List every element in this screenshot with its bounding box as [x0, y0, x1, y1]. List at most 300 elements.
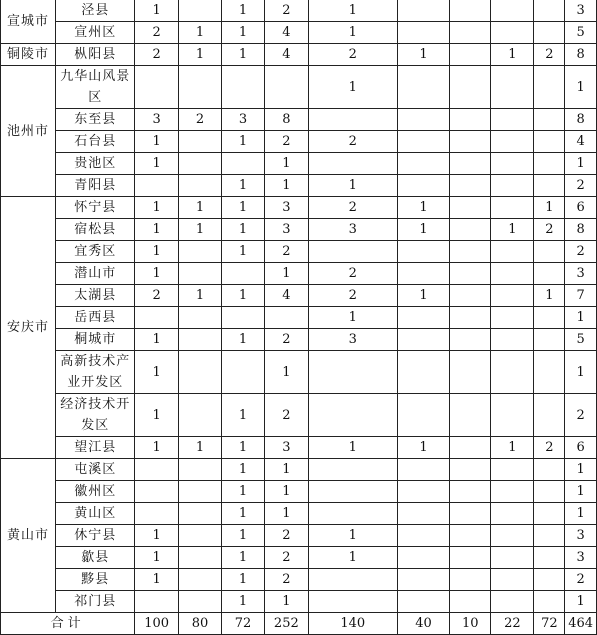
value-cell: 1 — [491, 437, 534, 459]
value-cell: 1 — [221, 197, 264, 219]
value-cell: 2 — [135, 44, 179, 66]
value-cell: 1 — [397, 197, 449, 219]
value-cell: 1 — [265, 351, 309, 394]
value-cell: 1 — [265, 591, 309, 613]
value-cell: 1 — [221, 0, 264, 22]
value-cell — [450, 66, 491, 109]
value-cell: 1 — [221, 503, 264, 525]
county-cell: 宣州区 — [56, 22, 135, 44]
value-cell: 3 — [308, 219, 397, 241]
value-cell: 1 — [135, 153, 179, 175]
value-cell: 2 — [308, 285, 397, 307]
value-cell: 8 — [565, 219, 597, 241]
county-cell: 休宁县 — [56, 525, 135, 547]
value-cell: 2 — [178, 109, 221, 131]
value-cell — [135, 66, 179, 109]
county-cell: 泾县 — [56, 0, 135, 22]
value-cell: 1 — [265, 459, 309, 481]
value-cell — [450, 219, 491, 241]
value-cell: 1 — [308, 0, 397, 22]
value-cell — [397, 591, 449, 613]
value-cell — [491, 263, 534, 285]
value-cell — [308, 351, 397, 394]
table-row — [1, 131, 597, 153]
value-cell: 2 — [565, 175, 597, 197]
value-cell: 1 — [221, 481, 264, 503]
value-cell — [534, 459, 565, 481]
value-cell: 4 — [265, 44, 309, 66]
table-row — [1, 591, 597, 613]
value-cell: 2 — [265, 525, 309, 547]
value-cell — [178, 351, 221, 394]
value-cell: 5 — [565, 329, 597, 351]
value-cell: 1 — [135, 219, 179, 241]
table-row — [1, 197, 597, 219]
value-cell — [491, 569, 534, 591]
value-cell — [397, 459, 449, 481]
value-cell — [450, 481, 491, 503]
value-cell — [450, 591, 491, 613]
value-cell — [450, 285, 491, 307]
table-row — [1, 109, 597, 131]
value-cell — [450, 0, 491, 22]
value-cell — [534, 263, 565, 285]
table-row — [1, 219, 597, 241]
table-row — [1, 481, 597, 503]
value-cell — [450, 241, 491, 263]
value-cell: 2 — [135, 285, 179, 307]
value-cell — [397, 131, 449, 153]
table-row — [1, 44, 597, 66]
value-cell: 1 — [565, 503, 597, 525]
value-cell — [178, 263, 221, 285]
value-cell — [397, 109, 449, 131]
value-cell — [450, 307, 491, 329]
table-row — [1, 263, 597, 285]
value-cell — [308, 481, 397, 503]
total-value-cell: 140 — [308, 613, 397, 635]
value-cell: 3 — [565, 525, 597, 547]
value-cell: 1 — [397, 219, 449, 241]
value-cell: 2 — [534, 437, 565, 459]
table-row — [1, 329, 597, 351]
total-value-cell: 10 — [450, 613, 491, 635]
value-cell — [397, 569, 449, 591]
value-cell — [308, 109, 397, 131]
value-cell: 1 — [565, 66, 597, 109]
value-cell: 1 — [221, 131, 264, 153]
value-cell: 1 — [565, 481, 597, 503]
value-cell — [491, 503, 534, 525]
value-cell: 1 — [491, 219, 534, 241]
table-row — [1, 22, 597, 44]
county-cell: 贵池区 — [56, 153, 135, 175]
value-cell — [135, 307, 179, 329]
value-cell: 2 — [265, 131, 309, 153]
value-cell — [491, 329, 534, 351]
value-cell — [221, 153, 264, 175]
value-cell — [491, 197, 534, 219]
value-cell — [135, 503, 179, 525]
value-cell — [178, 481, 221, 503]
value-cell — [450, 44, 491, 66]
value-cell: 3 — [135, 109, 179, 131]
value-cell: 1 — [397, 44, 449, 66]
value-cell: 1 — [135, 241, 179, 263]
value-cell: 1 — [265, 503, 309, 525]
value-cell: 3 — [265, 219, 309, 241]
city-cell: 黄山市 — [1, 459, 56, 613]
city-cell: 宣城市 — [1, 0, 56, 44]
value-cell — [450, 437, 491, 459]
county-cell: 石台县 — [56, 131, 135, 153]
value-cell — [491, 131, 534, 153]
value-cell: 1 — [265, 175, 309, 197]
value-cell: 3 — [308, 329, 397, 351]
value-cell: 1 — [135, 351, 179, 394]
value-cell — [450, 175, 491, 197]
county-cell: 祁门县 — [56, 591, 135, 613]
value-cell: 2 — [565, 241, 597, 263]
total-value-cell: 40 — [397, 613, 449, 635]
value-cell: 1 — [491, 44, 534, 66]
value-cell: 1 — [221, 525, 264, 547]
value-cell — [450, 109, 491, 131]
value-cell — [178, 525, 221, 547]
county-cell: 经济技术开发区 — [56, 394, 135, 437]
value-cell — [534, 153, 565, 175]
table-row — [1, 394, 597, 437]
value-cell — [534, 175, 565, 197]
total-value-cell: 252 — [265, 613, 309, 635]
value-cell — [491, 0, 534, 22]
value-cell: 1 — [565, 307, 597, 329]
value-cell: 2 — [265, 329, 309, 351]
value-cell — [534, 66, 565, 109]
value-cell: 1 — [397, 285, 449, 307]
value-cell — [534, 109, 565, 131]
value-cell: 4 — [265, 285, 309, 307]
value-cell: 2 — [265, 0, 309, 22]
value-cell — [534, 547, 565, 569]
value-cell — [135, 481, 179, 503]
county-cell: 高新技术产业开发区 — [56, 351, 135, 394]
table-row — [1, 307, 597, 329]
value-cell: 1 — [135, 569, 179, 591]
table-row — [1, 503, 597, 525]
value-cell: 2 — [534, 44, 565, 66]
value-cell — [491, 459, 534, 481]
value-cell: 1 — [565, 351, 597, 394]
value-cell: 2 — [265, 569, 309, 591]
value-cell: 2 — [265, 241, 309, 263]
value-cell — [534, 351, 565, 394]
value-cell — [308, 394, 397, 437]
table-row — [1, 241, 597, 263]
value-cell: 2 — [265, 547, 309, 569]
value-cell — [308, 241, 397, 263]
county-cell: 岳西县 — [56, 307, 135, 329]
value-cell — [397, 525, 449, 547]
table-row — [1, 66, 597, 109]
value-cell — [491, 109, 534, 131]
value-cell — [491, 285, 534, 307]
value-cell — [178, 569, 221, 591]
table-row — [1, 351, 597, 394]
value-cell — [450, 153, 491, 175]
value-cell — [450, 22, 491, 44]
value-cell — [308, 503, 397, 525]
value-cell: 1 — [135, 263, 179, 285]
table-body — [1, 0, 597, 635]
value-cell — [178, 459, 221, 481]
value-cell — [450, 329, 491, 351]
value-cell: 4 — [565, 131, 597, 153]
county-cell: 桐城市 — [56, 329, 135, 351]
value-cell: 1 — [178, 197, 221, 219]
value-cell — [491, 153, 534, 175]
value-cell — [397, 394, 449, 437]
value-cell: 1 — [308, 307, 397, 329]
value-cell — [491, 66, 534, 109]
value-cell: 1 — [135, 329, 179, 351]
value-cell — [534, 0, 565, 22]
value-cell — [397, 503, 449, 525]
value-cell: 1 — [135, 131, 179, 153]
value-cell — [534, 394, 565, 437]
value-cell — [397, 263, 449, 285]
value-cell: 2 — [565, 569, 597, 591]
value-cell: 1 — [178, 44, 221, 66]
value-cell — [450, 131, 491, 153]
value-cell: 1 — [135, 525, 179, 547]
value-cell — [534, 131, 565, 153]
value-cell — [308, 153, 397, 175]
value-cell: 1 — [265, 153, 309, 175]
value-cell — [534, 22, 565, 44]
value-cell — [178, 503, 221, 525]
value-cell: 1 — [265, 481, 309, 503]
value-cell — [221, 351, 264, 394]
value-cell: 1 — [534, 197, 565, 219]
value-cell — [450, 394, 491, 437]
value-cell: 1 — [308, 547, 397, 569]
value-cell: 1 — [397, 437, 449, 459]
value-cell: 1 — [221, 569, 264, 591]
value-cell — [397, 351, 449, 394]
value-cell: 1 — [135, 197, 179, 219]
total-value-cell: 100 — [135, 613, 179, 635]
value-cell: 1 — [221, 219, 264, 241]
county-cell: 黄山区 — [56, 503, 135, 525]
table-row — [1, 525, 597, 547]
value-cell: 1 — [565, 591, 597, 613]
value-cell — [178, 131, 221, 153]
value-cell: 8 — [565, 109, 597, 131]
county-cell: 宿松县 — [56, 219, 135, 241]
value-cell: 3 — [265, 197, 309, 219]
value-cell — [178, 394, 221, 437]
value-cell — [450, 351, 491, 394]
value-cell: 6 — [565, 437, 597, 459]
value-cell — [221, 307, 264, 329]
total-label: 合计 — [1, 613, 135, 635]
value-cell: 3 — [565, 0, 597, 22]
value-cell — [178, 241, 221, 263]
value-cell: 1 — [221, 547, 264, 569]
value-cell: 2 — [135, 22, 179, 44]
value-cell — [178, 175, 221, 197]
value-cell: 3 — [565, 263, 597, 285]
value-cell — [397, 66, 449, 109]
value-cell: 1 — [221, 329, 264, 351]
value-cell — [534, 307, 565, 329]
value-cell — [491, 591, 534, 613]
value-cell: 1 — [221, 591, 264, 613]
value-cell: 1 — [534, 285, 565, 307]
county-cell: 歙县 — [56, 547, 135, 569]
value-cell — [534, 591, 565, 613]
total-value-cell: 80 — [178, 613, 221, 635]
value-cell — [397, 547, 449, 569]
value-cell: 7 — [565, 285, 597, 307]
value-cell: 1 — [221, 22, 264, 44]
value-cell: 1 — [308, 66, 397, 109]
value-cell — [491, 22, 534, 44]
table-row — [1, 459, 597, 481]
total-value-cell: 464 — [565, 613, 597, 635]
value-cell — [450, 525, 491, 547]
value-cell — [450, 459, 491, 481]
value-cell: 2 — [534, 219, 565, 241]
county-cell: 徽州区 — [56, 481, 135, 503]
value-cell — [397, 481, 449, 503]
value-cell — [178, 66, 221, 109]
value-cell: 1 — [135, 547, 179, 569]
value-cell: 2 — [308, 263, 397, 285]
value-cell — [491, 394, 534, 437]
value-cell — [397, 175, 449, 197]
table-row — [1, 175, 597, 197]
value-cell — [450, 569, 491, 591]
value-cell: 1 — [135, 394, 179, 437]
value-cell: 1 — [221, 437, 264, 459]
value-cell — [450, 503, 491, 525]
value-cell: 6 — [565, 197, 597, 219]
county-cell: 黟县 — [56, 569, 135, 591]
value-cell: 1 — [221, 285, 264, 307]
value-cell — [450, 263, 491, 285]
value-cell — [534, 481, 565, 503]
value-cell — [491, 175, 534, 197]
value-cell — [135, 175, 179, 197]
value-cell — [534, 329, 565, 351]
value-cell — [491, 351, 534, 394]
table-row — [1, 437, 597, 459]
value-cell: 1 — [221, 44, 264, 66]
value-cell: 1 — [135, 0, 179, 22]
total-value-cell: 72 — [534, 613, 565, 635]
value-cell — [491, 547, 534, 569]
value-cell: 1 — [565, 153, 597, 175]
value-cell — [534, 525, 565, 547]
value-cell: 1 — [178, 285, 221, 307]
table-row — [1, 0, 597, 22]
value-cell — [397, 22, 449, 44]
value-cell — [178, 591, 221, 613]
value-cell — [397, 0, 449, 22]
value-cell: 8 — [565, 44, 597, 66]
city-cell: 安庆市 — [1, 197, 56, 459]
table-row — [1, 153, 597, 175]
value-cell — [397, 153, 449, 175]
value-cell — [491, 525, 534, 547]
value-cell — [397, 307, 449, 329]
table-row — [1, 285, 597, 307]
county-cell: 东至县 — [56, 109, 135, 131]
county-cell: 潜山市 — [56, 263, 135, 285]
county-cell: 枞阳县 — [56, 44, 135, 66]
value-cell: 5 — [565, 22, 597, 44]
value-cell — [308, 591, 397, 613]
table-row — [1, 569, 597, 591]
value-cell — [534, 569, 565, 591]
value-cell: 1 — [265, 263, 309, 285]
value-cell: 1 — [178, 219, 221, 241]
value-cell: 1 — [308, 525, 397, 547]
value-cell — [534, 503, 565, 525]
county-cell: 宜秀区 — [56, 241, 135, 263]
value-cell — [308, 569, 397, 591]
total-row — [1, 613, 597, 635]
value-cell — [491, 307, 534, 329]
value-cell — [178, 547, 221, 569]
value-cell — [491, 241, 534, 263]
table-row — [1, 547, 597, 569]
value-cell: 1 — [308, 437, 397, 459]
value-cell — [265, 66, 309, 109]
value-cell — [178, 153, 221, 175]
value-cell: 2 — [308, 44, 397, 66]
value-cell: 1 — [221, 241, 264, 263]
value-cell — [265, 307, 309, 329]
county-cell: 屯溪区 — [56, 459, 135, 481]
county-cell: 太湖县 — [56, 285, 135, 307]
value-cell: 2 — [308, 197, 397, 219]
value-cell — [450, 547, 491, 569]
value-cell: 1 — [178, 22, 221, 44]
county-cell: 青阳县 — [56, 175, 135, 197]
value-cell — [135, 591, 179, 613]
county-cell: 怀宁县 — [56, 197, 135, 219]
value-cell: 1 — [308, 22, 397, 44]
city-cell: 池州市 — [1, 66, 56, 197]
value-cell: 1 — [135, 437, 179, 459]
value-cell — [534, 241, 565, 263]
value-cell: 2 — [265, 394, 309, 437]
value-cell — [491, 481, 534, 503]
value-cell: 1 — [308, 175, 397, 197]
value-cell — [397, 329, 449, 351]
value-cell — [178, 329, 221, 351]
county-cell: 九华山风景区 — [56, 66, 135, 109]
value-cell: 3 — [221, 109, 264, 131]
value-cell — [178, 307, 221, 329]
value-cell — [221, 66, 264, 109]
value-cell: 3 — [265, 437, 309, 459]
value-cell: 1 — [221, 459, 264, 481]
value-cell: 2 — [565, 394, 597, 437]
